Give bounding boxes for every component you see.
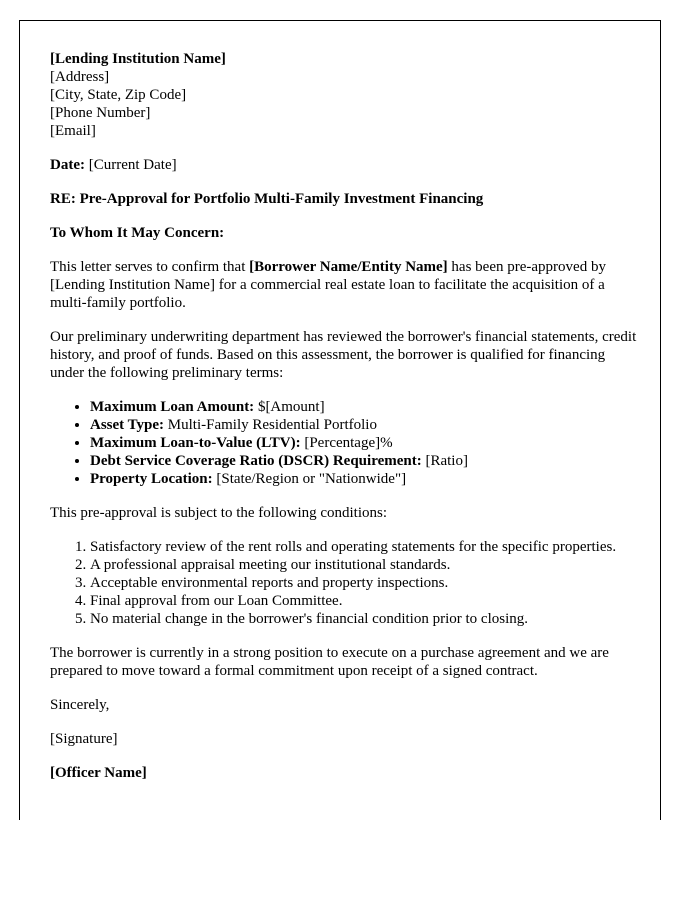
intro-paragraph [50,258,640,312]
term-value: [Percentage]% [300,435,393,451]
date-label: Date: [50,157,85,173]
borrower-name: [Borrower Name/Entity Name] [249,259,448,275]
underwriting-paragraph: Our preliminary underwriting department has reviewed the borrower's financial statements, credit history, and proof of funds. Based on this assessment, the borrower is qualified for financing under the following preliminary terms: [50,329,637,381]
term-item [90,398,640,416]
term-item [90,452,640,470]
institution-phone: [Phone Number] [50,105,151,121]
closing-paragraph: The borrower is currently in a strong position to execute on a purchase agreement and we are prepared to move toward a formal commitment upon receipt of a signed contract. [50,645,609,679]
conditions-intro: This pre-approval is subject to the following conditions: [50,505,388,521]
letter-page [19,20,661,820]
institution-address: [Address] [50,69,110,85]
letterhead [50,50,640,140]
date-value: [Current Date] [88,157,177,173]
condition-item: 2. A professional appraisal meeting our institutional standards. [90,556,640,574]
intro-text-1: This letter serves to confirm that [50,259,250,275]
institution-city-state-zip: [City, State, Zip Code] [50,87,187,103]
condition-item: 5. No material change in the borrower's financial condition prior to closing. [90,610,640,628]
re-line: RE: Pre-Approval for Portfolio Multi-Family Investment Financing [50,191,484,207]
conditions-list [50,538,640,628]
salutation: To Whom It May Concern: [50,225,225,241]
institution-name: [Lending Institution Name] [50,51,226,67]
term-label: Maximum Loan-to-Value (LTV): [90,435,301,451]
date-line [50,156,640,174]
term-label: Debt Service Coverage Ratio (DSCR) Requirement: [90,453,422,469]
intro-text-2: has been pre-approved by [Lending Institution Name] for a commercial real estate loan to facilitate the acquisition of a multi-family portfolio. [50,259,606,311]
term-label: Asset Type: [90,417,165,433]
term-value: $[Amount] [254,399,325,415]
term-value: [State/Region or "Nationwide"] [212,471,407,487]
valediction: Sincerely, [50,697,110,713]
term-item [90,416,640,434]
term-value: [Ratio] [421,453,468,469]
signature-placeholder: [Signature] [50,731,118,747]
term-item [90,434,640,452]
term-value: Multi-Family Residential Portfolio [164,417,377,433]
officer-name: [Officer Name] [50,765,147,781]
term-item [90,470,640,488]
institution-email: [Email] [50,123,96,139]
term-label: Maximum Loan Amount: [90,399,255,415]
terms-list [50,398,640,488]
term-label: Property Location: [90,471,213,487]
condition-item: 1. Satisfactory review of the rent rolls and operating statements for the specific properties. [90,538,640,556]
condition-item: 3. Acceptable environmental reports and property inspections. [90,574,640,592]
condition-item: 4. Final approval from our Loan Committee. [90,592,640,610]
